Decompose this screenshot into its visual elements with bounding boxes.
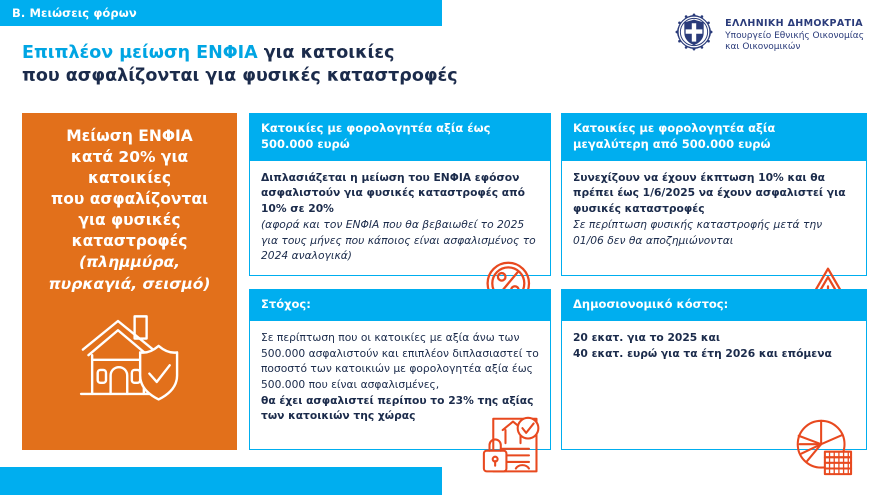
highlight-italic-2: πυρκαγιά, σεισμό) <box>48 274 211 293</box>
card-value-over-500k <box>561 113 867 276</box>
card-3-body <box>250 321 550 480</box>
highlight-line-6: καταστροφές <box>71 232 188 251</box>
pie-chart-coins-icon <box>790 418 856 476</box>
card-fiscal-cost <box>561 289 867 450</box>
page-title-line-1 <box>22 42 662 65</box>
card-1-header: Κατοικίες με φορολογητέα αξία έως 500.000 ευρώ <box>250 114 550 161</box>
card-3-plain-text: Σε περίπτωση που οι κατοικίες με αξία άνω των 500.000 ασφαλιστούν και επιπλέον διπλασιαστεί το ποσοστό των κατοικιών με φορολογητέα αξία έως 500.000 που είναι ασφαλισμένες, <box>261 330 539 392</box>
ministry-logo-text <box>725 11 864 54</box>
card-2-italic-text: Σε περίπτωση φυσικής καταστροφής μετά την 01/06 δεν θα αποζημιώνονται <box>573 217 823 247</box>
card-value-under-500k <box>249 113 551 276</box>
card-4-line-1: 20 εκατ. για το 2025 και <box>573 330 721 344</box>
card-4-body <box>562 321 866 480</box>
card-4-line-2: 40 εκατ. ευρώ για τα έτη 2026 και επόμενα <box>573 346 832 360</box>
card-1-bold-text: Διπλασιάζεται η μείωση του ΕΝΦΙΑ εφόσον ασφαλιστούν για φυσικές καταστροφές από 10% σε 20% <box>261 170 525 216</box>
card-2-bold-text: Συνεχίζουν να έχουν έκπτωση 10% και θα πρέπει έως 1/6/2025 να έχουν ασφαλιστεί για φυσικές καταστροφές <box>573 170 846 216</box>
card-2-header: Κατοικίες με φορολογητέα αξία μεγαλύτερη από 500.000 ευρώ <box>562 114 866 161</box>
ministry-logo <box>672 10 864 54</box>
card-4-header: Δημοσιονομικό κόστος: <box>562 290 866 321</box>
highlight-panel <box>22 113 237 450</box>
page-title-highlight: Επιπλέον μείωση ΕΝΦΙΑ <box>22 43 264 63</box>
insured-house-shield-icon <box>70 309 190 405</box>
logo-title: ΕΛΛΗΝΙΚΗ ΔΗΜΟΚΡΑΤΙΑ <box>725 17 863 29</box>
card-goal <box>249 289 551 450</box>
greek-republic-emblem-icon <box>672 10 716 54</box>
logo-subtitle-1: Υπουργείο Εθνικής Οικονομίας <box>725 30 864 41</box>
card-1-italic-text: (αφορά και τον ΕΝΦΙΑ που θα βεβαιωθεί το 2025 για τους μήνες που κάποιος είναι ασφαλισμένος το 2024 αναλογικά) <box>261 217 536 263</box>
card-3-header: Στόχος: <box>250 290 550 321</box>
page-title-line-1-rest: για κατοικίες <box>263 43 395 63</box>
footer-bar <box>0 467 442 495</box>
section-label: B. Μειώσεις φόρων <box>12 6 137 20</box>
card-3-bold-text: θα έχει ασφαλιστεί περίπου το 23% της αξίας των κατοικιών της χώρας <box>261 393 534 423</box>
section-header-bar <box>0 0 442 26</box>
highlight-line-3: κατοικίες <box>87 169 172 188</box>
highlight-line-2: κατά 20% για <box>70 148 189 167</box>
page-title <box>22 42 662 89</box>
page-title-line-2: που ασφαλίζονται για φυσικές καταστροφές <box>22 66 458 87</box>
highlight-line-1: Μείωση ΕΝΦΙΑ <box>66 127 193 145</box>
highlight-italic-1: (πλημμύρα, <box>78 253 181 272</box>
highlight-line-4: που ασφαλίζονται <box>50 190 209 209</box>
highlight-panel-text <box>41 126 219 295</box>
logo-subtitle-2: και Οικονομικών <box>725 42 801 52</box>
highlight-line-5: για φυσικές <box>78 211 181 230</box>
